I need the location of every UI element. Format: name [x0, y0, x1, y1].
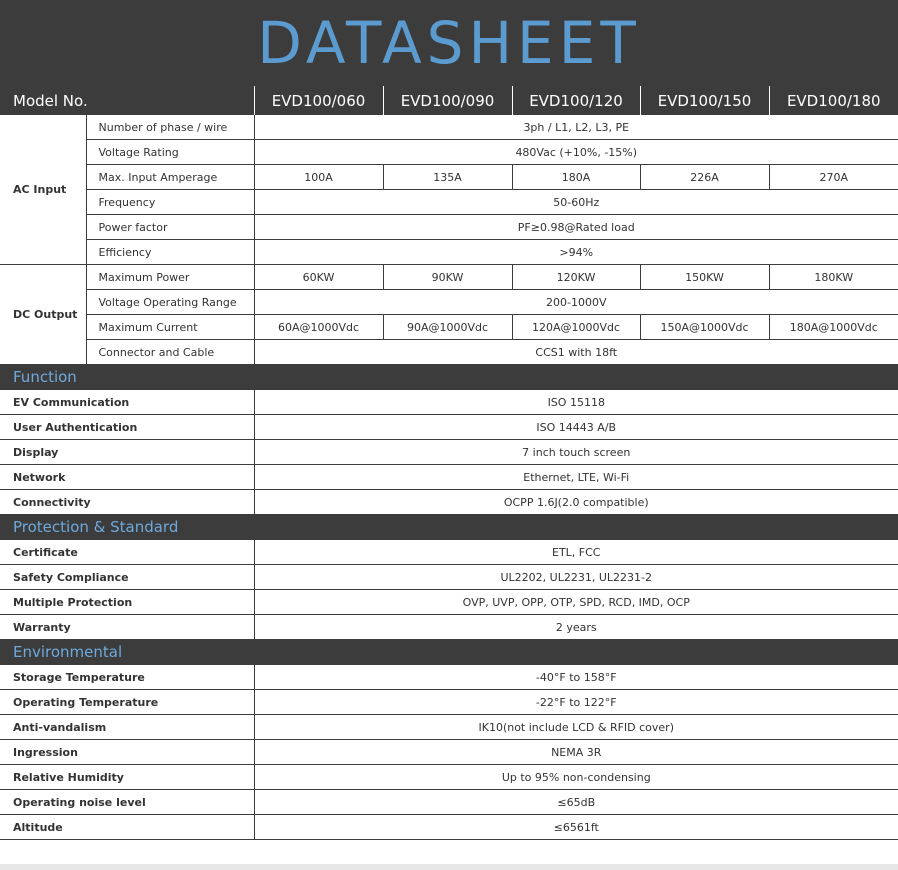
spec-row — [0, 415, 898, 440]
spec-value: IK10(not include LCD & RFID cover) — [254, 715, 898, 740]
dc-output-group-label: DC Output — [0, 265, 86, 365]
spec-row — [0, 665, 898, 690]
spec-value: 90A@1000Vdc — [383, 315, 512, 340]
spec-row — [0, 815, 898, 840]
ac-input-row — [0, 215, 898, 240]
spec-value: ≤65dB — [254, 790, 898, 815]
spec-value: 150A@1000Vdc — [640, 315, 769, 340]
protection-section-title: Protection & Standard — [0, 515, 898, 540]
spec-value: 90KW — [383, 265, 512, 290]
spec-value: 120A@1000Vdc — [512, 315, 640, 340]
spec-row — [0, 390, 898, 415]
spec-row — [0, 590, 898, 615]
spec-value: ≤6561ft — [254, 815, 898, 840]
environmental-section-title: Environmental — [0, 640, 898, 665]
ac-input-group-label: AC Input — [0, 115, 86, 265]
spec-row — [0, 440, 898, 465]
spec-value: OCPP 1.6J(2.0 compatible) — [254, 490, 898, 515]
model-number-label: Model No. — [0, 86, 254, 115]
spec-row — [0, 490, 898, 515]
spec-label: Warranty — [0, 615, 254, 640]
spec-value: 150KW — [640, 265, 769, 290]
spec-value: 50-60Hz — [254, 190, 898, 215]
spec-label: Relative Humidity — [0, 765, 254, 790]
model-column-header: EVD100/060 — [254, 86, 383, 115]
spec-row — [0, 565, 898, 590]
spec-label: Multiple Protection — [0, 590, 254, 615]
spec-value: 200-1000V — [254, 290, 898, 315]
spec-value: OVP, UVP, OPP, OTP, SPD, RCD, IMD, OCP — [254, 590, 898, 615]
function-section-title: Function — [0, 365, 898, 390]
spec-label: Power factor — [86, 215, 254, 240]
spec-value: UL2202, UL2231, UL2231-2 — [254, 565, 898, 590]
spec-label: Anti-vandalism — [0, 715, 254, 740]
spec-value: 226A — [640, 165, 769, 190]
dc-output-row — [0, 340, 898, 365]
spec-value: 120KW — [512, 265, 640, 290]
spec-label: Storage Temperature — [0, 665, 254, 690]
spec-value: 135A — [383, 165, 512, 190]
spec-table — [0, 86, 898, 840]
spec-label: EV Communication — [0, 390, 254, 415]
dc-output-row — [0, 315, 898, 340]
spec-value: 180A — [512, 165, 640, 190]
spec-value: 100A — [254, 165, 383, 190]
spec-row — [0, 790, 898, 815]
spec-label: Operating noise level — [0, 790, 254, 815]
spec-label: Maximum Power — [86, 265, 254, 290]
spec-row — [0, 615, 898, 640]
spec-row — [0, 740, 898, 765]
spec-row — [0, 765, 898, 790]
ac-input-row — [0, 190, 898, 215]
spec-value: ETL, FCC — [254, 540, 898, 565]
spec-value: -22°F to 122°F — [254, 690, 898, 715]
spec-label: Number of phase / wire — [86, 115, 254, 140]
model-column-header: EVD100/090 — [383, 86, 512, 115]
spec-row — [0, 540, 898, 565]
spec-value: NEMA 3R — [254, 740, 898, 765]
spec-label: Network — [0, 465, 254, 490]
spec-label: Safety Compliance — [0, 565, 254, 590]
spec-label: Ingression — [0, 740, 254, 765]
header-row — [0, 86, 898, 115]
model-column-header: EVD100/120 — [512, 86, 640, 115]
ac-input-row — [0, 240, 898, 265]
spec-value: 180A@1000Vdc — [769, 315, 898, 340]
spec-label: Connector and Cable — [86, 340, 254, 365]
spec-value: CCS1 with 18ft — [254, 340, 898, 365]
spec-label: Maximum Current — [86, 315, 254, 340]
spec-label: Frequency — [86, 190, 254, 215]
spec-row — [0, 715, 898, 740]
spec-value: 180KW — [769, 265, 898, 290]
spec-value: PF≥0.98@Rated load — [254, 215, 898, 240]
spec-label: Certificate — [0, 540, 254, 565]
spec-label: User Authentication — [0, 415, 254, 440]
spec-value: 3ph / L1, L2, L3, PE — [254, 115, 898, 140]
section-header-row — [0, 365, 898, 390]
spec-value: ISO 14443 A/B — [254, 415, 898, 440]
model-column-header: EVD100/180 — [769, 86, 898, 115]
section-header-row — [0, 515, 898, 540]
ac-input-row — [0, 165, 898, 190]
ac-input-row — [0, 140, 898, 165]
spec-label: Display — [0, 440, 254, 465]
dc-output-row — [0, 290, 898, 315]
section-header-row — [0, 640, 898, 665]
spec-value: -40°F to 158°F — [254, 665, 898, 690]
spec-value: ISO 15118 — [254, 390, 898, 415]
spec-value: 60A@1000Vdc — [254, 315, 383, 340]
ac-input-row — [0, 115, 898, 140]
spec-label: Max. Input Amperage — [86, 165, 254, 190]
spec-value: 270A — [769, 165, 898, 190]
spec-row — [0, 690, 898, 715]
spec-row — [0, 465, 898, 490]
spec-value: 60KW — [254, 265, 383, 290]
datasheet-title: DATASHEET — [0, 0, 898, 86]
model-column-header: EVD100/150 — [640, 86, 769, 115]
spec-label: Voltage Rating — [86, 140, 254, 165]
spec-value: 480Vac (+10%, -15%) — [254, 140, 898, 165]
spec-label: Altitude — [0, 815, 254, 840]
spec-label: Efficiency — [86, 240, 254, 265]
spec-label: Voltage Operating Range — [86, 290, 254, 315]
spec-label: Operating Temperature — [0, 690, 254, 715]
spec-value: 2 years — [254, 615, 898, 640]
dc-output-row — [0, 265, 898, 290]
spec-value: >94% — [254, 240, 898, 265]
spec-value: 7 inch touch screen — [254, 440, 898, 465]
page-bottom-strip — [0, 864, 898, 870]
spec-value: Ethernet, LTE, Wi-Fi — [254, 465, 898, 490]
spec-value: Up to 95% non-condensing — [254, 765, 898, 790]
spec-label: Connectivity — [0, 490, 254, 515]
